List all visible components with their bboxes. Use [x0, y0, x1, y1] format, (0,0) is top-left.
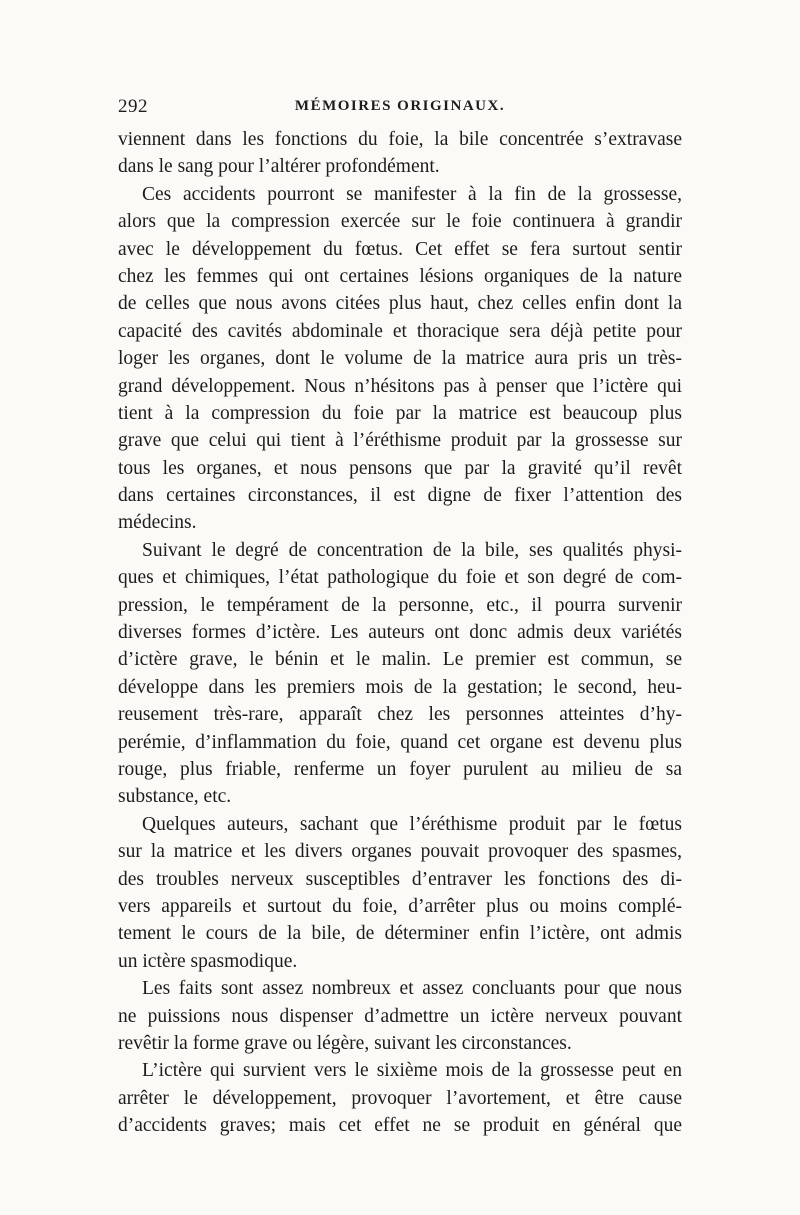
- text-line: Les faits sont assez nombreux et assez concluants pour que nous: [142, 978, 682, 1000]
- text-line: ques et chimiques, l’état pathologique du foie et son degré de com-: [118, 567, 682, 589]
- text-line: Quelques auteurs, sachant que l’éréthisme produit par le fœtus: [142, 813, 682, 835]
- text-line: viennent dans les fonctions du foie, la bile concentrée s’extravase: [118, 129, 682, 150]
- text-line: Ces accidents pourront se manifester à la fin de la grossesse,: [142, 183, 682, 205]
- text-line: un ictère spasmodique.: [118, 950, 298, 972]
- text-line: dans certaines circonstances, il est digne de fixer l’attention des: [118, 485, 682, 507]
- text-line: tient à la compression du foie par la matrice est beaucoup plus: [118, 402, 682, 424]
- text-line: développe dans les premiers mois de la gestation; le second, heu-: [118, 676, 682, 698]
- text-line: perémie, d’inflammation du foie, quand cet organe est devenu plus: [118, 731, 682, 753]
- text-line: L’ictère qui survient vers le sixième mois de la grossesse peut en: [142, 1060, 682, 1082]
- text-line: tement le cours de la bile, de déterminer enfin l’ictère, ont admis: [118, 923, 682, 945]
- text-line: dans le sang pour l’altérer profondément.: [118, 156, 440, 178]
- text-line: pression, le tempérament de la personne, etc., il pourra survenir: [118, 594, 682, 616]
- text-line: chez les femmes qui ont certaines lésions organiques de la nature: [118, 265, 682, 287]
- page-header: [118, 96, 682, 124]
- body-text: [118, 126, 682, 1139]
- text-line: Suivant le degré de concentration de la bile, ses qualités physi-: [142, 539, 682, 561]
- text-line: des troubles nerveux susceptibles d’entraver les fonctions des di-: [118, 868, 682, 890]
- text-line: sur la matrice et les divers organes pouvait provoquer des spasmes,: [118, 841, 682, 863]
- text-line: loger les organes, dont le volume de la matrice aura pris un très-: [118, 348, 682, 370]
- text-line: reusement très-rare, apparaît chez les personnes atteintes d’hy-: [118, 704, 682, 726]
- text-line: grave que celui qui tient à l’éréthisme produit par la grossesse sur: [118, 430, 682, 452]
- text-line: de celles que nous avons citées plus haut, chez celles enfin dont la: [118, 293, 682, 315]
- text-line: capacité des cavités abdominale et thoracique sera déjà petite pour: [118, 320, 682, 342]
- text-line: d’ictère grave, le bénin et le malin. Le premier est commun, se: [118, 649, 682, 671]
- text-line: tous les organes, et nous pensons que par la gravité qu’il revêt: [118, 457, 682, 479]
- text-line: revêtir la forme grave ou légère, suivant les circonstances.: [118, 1032, 572, 1054]
- text-line: rouge, plus friable, renferme un foyer purulent au milieu de sa: [118, 758, 682, 780]
- text-line: grand développement. Nous n’hésitons pas à penser que l’ictère qui: [118, 375, 682, 397]
- text-line: alors que la compression exercée sur le foie continuera à grandir: [118, 211, 682, 233]
- text-line: d’accidents graves; mais cet effet ne se produit en général que: [118, 1115, 682, 1137]
- text-line: médecins.: [118, 512, 197, 534]
- text-line: arrêter le développement, provoquer l’avortement, et être cause: [118, 1087, 682, 1109]
- text-line: ne puissions nous dispenser d’admettre un ictère nerveux pouvant: [118, 1005, 682, 1027]
- running-title: MÉMOIRES ORIGINAUX.: [294, 98, 506, 114]
- text-line: substance, etc.: [118, 786, 232, 808]
- page-number: 292: [118, 96, 148, 117]
- text-line: avec le développement du fœtus. Cet effet se fera surtout sentir: [118, 238, 682, 260]
- text-line: diverses formes d’ictère. Les auteurs ont donc admis deux variétés: [118, 622, 682, 644]
- text-line: vers appareils et surtout du foie, d’arrêter plus ou moins complé-: [118, 895, 682, 917]
